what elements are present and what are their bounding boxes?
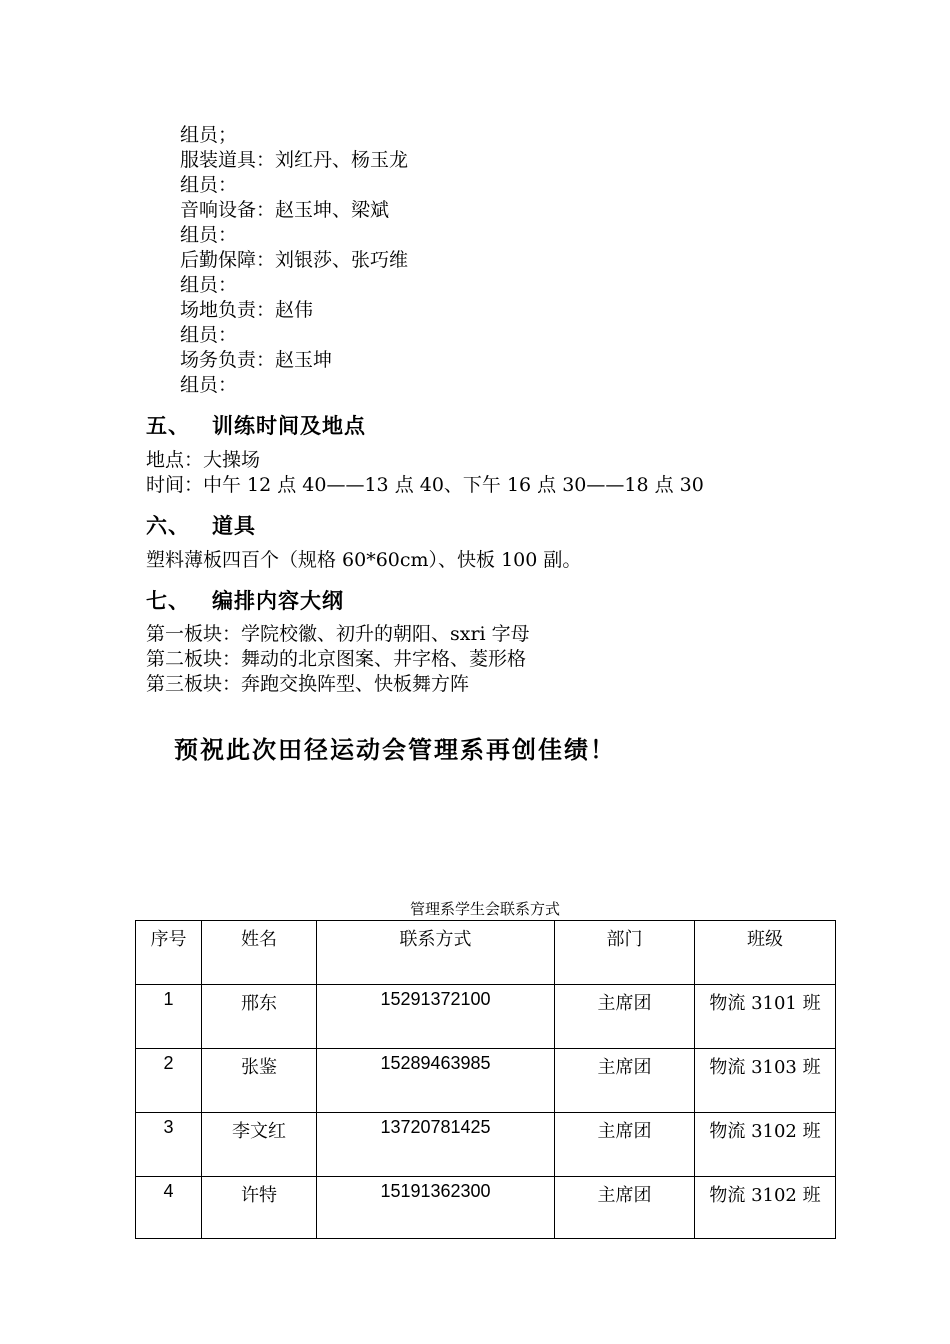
section-6-body — [146, 548, 581, 573]
slogan: 预祝此次田径运动会管理系再创佳绩！ — [174, 735, 616, 764]
table-cell: 2 — [136, 1049, 202, 1113]
staff-list — [180, 123, 408, 398]
table-cell: 1 — [136, 985, 202, 1049]
table-caption: 管理系学生会联系方式 — [409, 900, 560, 918]
contacts-table — [135, 920, 836, 1239]
table-cell: 主席团 — [555, 985, 695, 1049]
staff-line: 场地负责：赵伟 — [180, 299, 314, 321]
body-line: 地点：大操场 — [146, 449, 261, 471]
table-cell: 4 — [136, 1177, 202, 1239]
section-7-body — [146, 622, 530, 697]
staff-line: 服装道具：刘红丹、杨玉龙 — [180, 149, 409, 171]
section-5-body — [146, 448, 704, 498]
body-line: 时间：中午 12 点 40——13 点 40、下午 16 点 30——18 点 30 — [146, 474, 704, 496]
section-title: 道具 — [212, 513, 256, 538]
table-cell: 李文红 — [202, 1113, 317, 1177]
table-header-row — [136, 921, 836, 985]
table-cell: 主席团 — [555, 1177, 695, 1239]
staff-line: 组员： — [180, 324, 238, 346]
header-cell: 班级 — [695, 921, 836, 985]
table-cell: 张鉴 — [202, 1049, 317, 1113]
table-cell: 物流 3102 班 — [695, 1177, 836, 1239]
table-row — [136, 1049, 836, 1113]
table-cell: 物流 3101 班 — [695, 985, 836, 1049]
body-line: 第二板块：舞动的北京图案、井字格、菱形格 — [146, 648, 527, 670]
table-cell: 邢东 — [202, 985, 317, 1049]
table-cell: 15291372100 — [317, 985, 555, 1049]
body-line: 第三板块：奔跑交换阵型、快板舞方阵 — [146, 673, 470, 695]
table-row — [136, 985, 836, 1049]
section-6-heading — [146, 510, 256, 540]
table-cell: 许特 — [202, 1177, 317, 1239]
staff-line: 组员： — [180, 224, 238, 246]
section-7-heading — [146, 585, 344, 615]
staff-line: 组员： — [180, 274, 238, 296]
table-row — [136, 1177, 836, 1239]
staff-line: 场务负责：赵玉坤 — [180, 349, 333, 371]
body-line: 第一板块：学院校徽、初升的朝阳、sxri 字母 — [146, 623, 530, 645]
header-cell: 序号 — [136, 921, 202, 985]
table-cell: 物流 3103 班 — [695, 1049, 836, 1113]
table-cell: 15289463985 — [317, 1049, 555, 1113]
body-line: 塑料薄板四百个（规格 60*60cm）、快板 100 副。 — [146, 549, 582, 571]
section-number: 六、 — [146, 513, 190, 538]
header-cell: 姓名 — [202, 921, 317, 985]
staff-line: 后勤保障：刘银莎、张巧维 — [180, 249, 409, 271]
table-cell: 主席团 — [555, 1049, 695, 1113]
staff-line: 组员： — [180, 374, 238, 396]
section-number: 七、 — [146, 588, 190, 613]
staff-line: 音响设备：赵玉坤、梁斌 — [180, 199, 390, 221]
table-cell: 13720781425 — [317, 1113, 555, 1177]
section-title: 编排内容大纲 — [212, 588, 344, 613]
table-cell: 物流 3102 班 — [695, 1113, 836, 1177]
header-cell: 部门 — [555, 921, 695, 985]
section-number: 五、 — [146, 413, 190, 438]
table-cell: 3 — [136, 1113, 202, 1177]
staff-line: 组员； — [180, 124, 238, 146]
staff-line: 组员： — [180, 174, 238, 196]
table-cell: 主席团 — [555, 1113, 695, 1177]
table-row — [136, 1113, 836, 1177]
table-cell: 15191362300 — [317, 1177, 555, 1239]
section-title: 训练时间及地点 — [212, 413, 366, 438]
header-cell: 联系方式 — [317, 921, 555, 985]
section-5-heading — [146, 410, 366, 440]
